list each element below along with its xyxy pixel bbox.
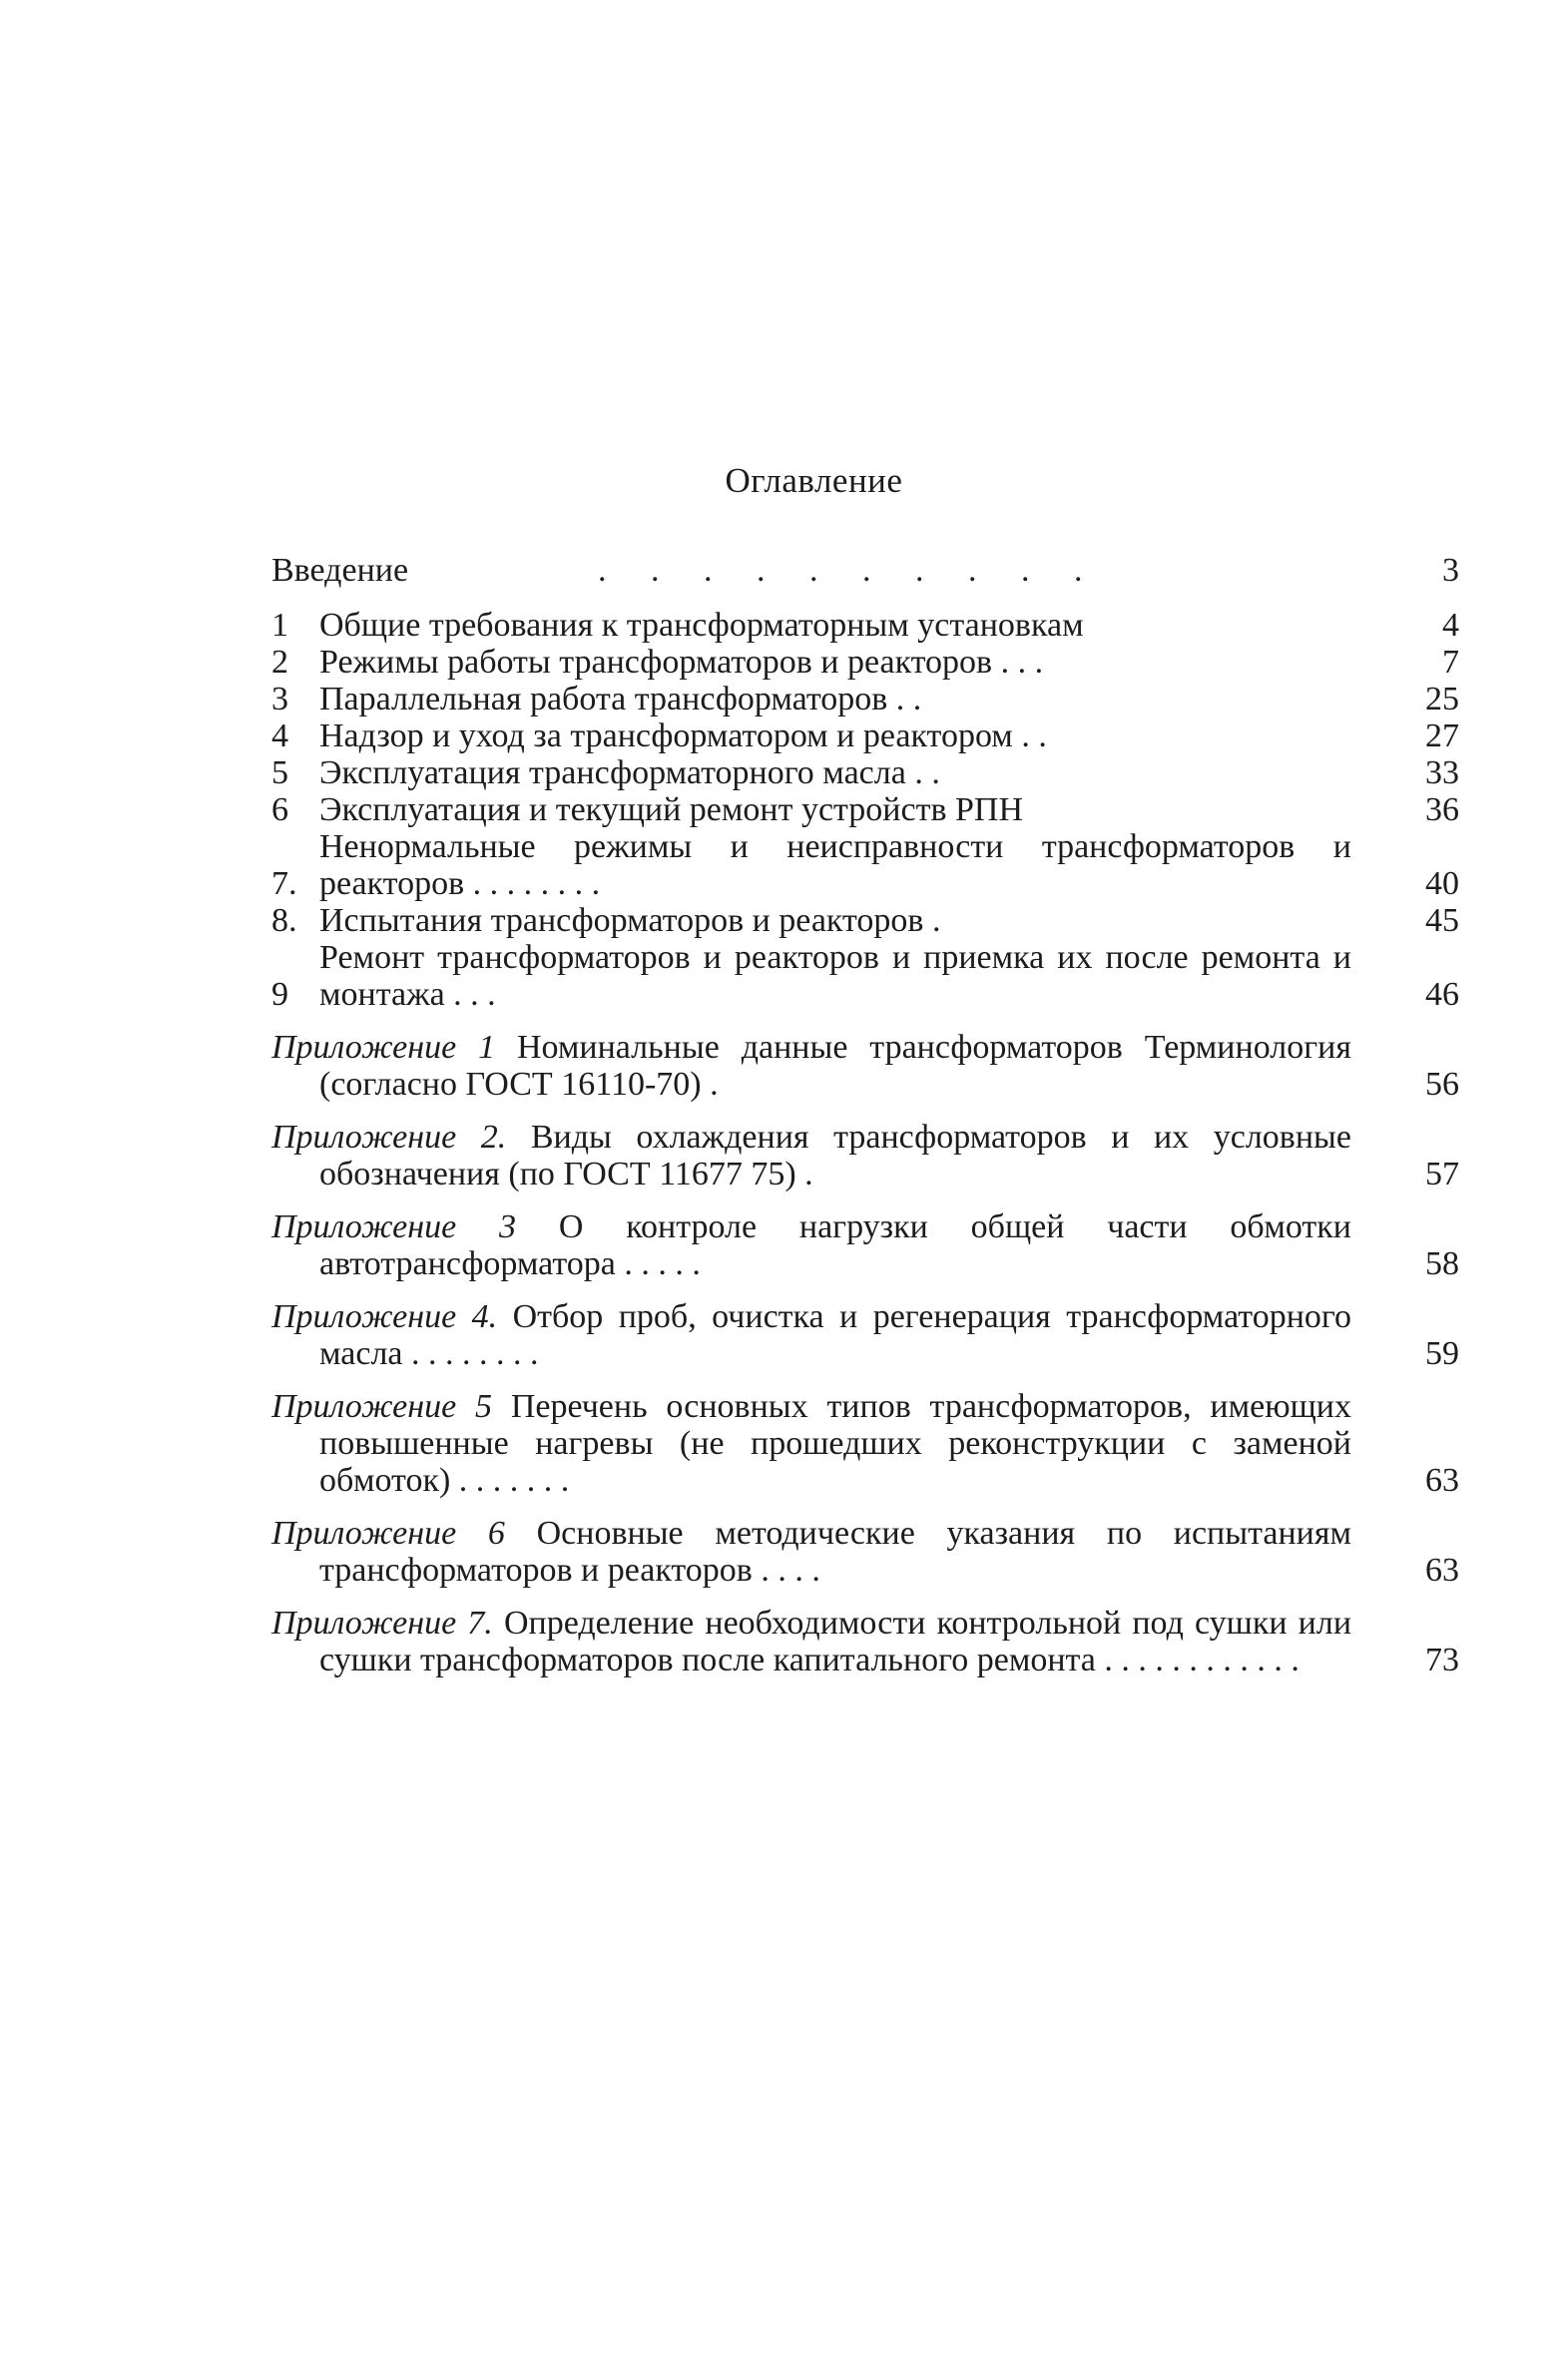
- toc-page-number: 46: [1425, 976, 1459, 1013]
- toc-entry-section: [271, 607, 1459, 644]
- appendix-label: Приложение 6: [271, 1515, 505, 1552]
- section-number: 6: [271, 791, 288, 828]
- section-title: Испытания трансформаторов и реакторов .: [319, 902, 941, 939]
- toc-entry-section: [271, 939, 1459, 1013]
- toc-page-number: 7: [1442, 644, 1459, 681]
- appendix-title: Определение необходимости контрольной под сушки или сушки трансформаторов после капитального ремонта . . . . . . . . . . . .: [319, 1605, 1352, 1678]
- section-number: 8.: [271, 902, 297, 939]
- appendix-text: [271, 1605, 1391, 1678]
- appendix-text: [271, 1388, 1391, 1499]
- section-number: 7.: [271, 865, 297, 902]
- toc-entry-appendix: [271, 1029, 1459, 1103]
- toc-entry-appendix: [271, 1298, 1459, 1372]
- appendix-title: Перечень основных типов трансформаторов, имеющих повышенные нагревы (не прошедших реконструкции с заменой обмоток) . . . . . . .: [319, 1388, 1351, 1499]
- appendix-title: О контроле нагрузки общей части обмотки автотрансформатора . . . . .: [319, 1208, 1351, 1282]
- appendix-text: [271, 1208, 1391, 1282]
- toc-leader: . . . . . . . . . .: [598, 552, 1101, 589]
- section-number: 5: [271, 754, 288, 791]
- toc-entry-intro: [271, 552, 1459, 589]
- appendix-label: Приложение 4.: [271, 1298, 498, 1335]
- toc-page-number: 59: [1425, 1335, 1459, 1372]
- section-number: 3: [271, 681, 288, 717]
- appendix-text: [271, 1029, 1391, 1103]
- toc-entry-section: [271, 902, 1459, 939]
- toc-entry-section: [271, 791, 1459, 828]
- toc-entry-section: [271, 681, 1459, 717]
- appendix-text: [271, 1298, 1391, 1372]
- section-title: Общие требования к трансформаторным установкам: [319, 607, 1084, 644]
- toc-entry-appendix: [271, 1605, 1459, 1678]
- section-number: 1: [271, 607, 288, 644]
- toc-page-number: 63: [1425, 1462, 1459, 1499]
- section-title: Режимы работы трансформаторов и реакторов . . .: [319, 644, 1044, 681]
- appendix-label: Приложение 2.: [271, 1119, 507, 1156]
- toc-page-number: 63: [1425, 1552, 1459, 1589]
- toc-entry-text: [271, 552, 1391, 589]
- toc-sections: [271, 607, 1459, 1013]
- toc-entry-appendix: [271, 1208, 1459, 1282]
- section-number: 2: [271, 644, 288, 681]
- toc-entry-section: [271, 717, 1459, 754]
- toc-page-number: 73: [1425, 1642, 1459, 1678]
- toc-entry-appendix: [271, 1388, 1459, 1499]
- toc-page-number: 33: [1425, 754, 1459, 791]
- section-number: 9: [271, 976, 288, 1013]
- section-title: Ремонт трансформаторов и реакторов и приемка их после ремонта и монтажа . . .: [319, 939, 1351, 1013]
- toc-page-number: 45: [1425, 902, 1459, 939]
- appendix-label: Приложение 5: [271, 1388, 492, 1425]
- toc-appendices: [271, 1029, 1459, 1678]
- toc-entry-section: [271, 828, 1459, 902]
- section-title: Эксплуатация и текущий ремонт устройств РПН: [319, 791, 1024, 828]
- appendix-label: Приложение 1: [271, 1029, 496, 1066]
- appendix-title: Виды охлаждения трансформаторов и их условные обозначения (по ГОСТ 11677 75) .: [319, 1119, 1351, 1192]
- toc-entry-section: [271, 644, 1459, 681]
- appendix-label: Приложение 3: [271, 1208, 516, 1245]
- toc-page-number: 56: [1425, 1066, 1459, 1103]
- appendix-label: Приложение 7.: [271, 1605, 493, 1642]
- section-title: Надзор и уход за трансформатором и реактором . .: [319, 717, 1047, 754]
- toc-entry-appendix: [271, 1515, 1459, 1589]
- toc-page-number: 57: [1425, 1156, 1459, 1192]
- appendix-title: Отбор проб, очистка и регенерация трансформаторного масла . . . . . . . .: [319, 1298, 1352, 1372]
- toc-entry-section: [271, 754, 1459, 791]
- toc-page-number: 40: [1425, 865, 1459, 902]
- section-title: Эксплуатация трансформаторного масла . .: [319, 754, 940, 791]
- appendix-text: [271, 1119, 1391, 1192]
- section-title: Параллельная работа трансформаторов . .: [319, 681, 922, 717]
- section-title: Ненормальные режимы и неисправности трансформаторов и реакторов . . . . . . . .: [319, 828, 1351, 902]
- toc-page-number: 3: [1442, 552, 1459, 589]
- appendix-title: Основные методические указания по испытаниям трансформаторов и реакторов . . . .: [319, 1515, 1352, 1589]
- toc-entry-appendix: [271, 1119, 1459, 1192]
- table-of-contents: [271, 552, 1459, 1678]
- toc-page-number: 58: [1425, 1245, 1459, 1282]
- toc-page-number: 36: [1425, 791, 1459, 828]
- toc-page-number: 27: [1425, 717, 1459, 754]
- appendix-text: [271, 1515, 1391, 1589]
- intro-title: Введение: [271, 552, 409, 589]
- appendix-title: Номинальные данные трансформаторов Терминология (согласно ГОСТ 16110-70) .: [319, 1029, 1351, 1103]
- section-number: 4: [271, 717, 288, 754]
- toc-page-number: 25: [1425, 681, 1459, 717]
- toc-page-number: 4: [1442, 607, 1459, 644]
- page-title: Оглавление: [725, 461, 903, 500]
